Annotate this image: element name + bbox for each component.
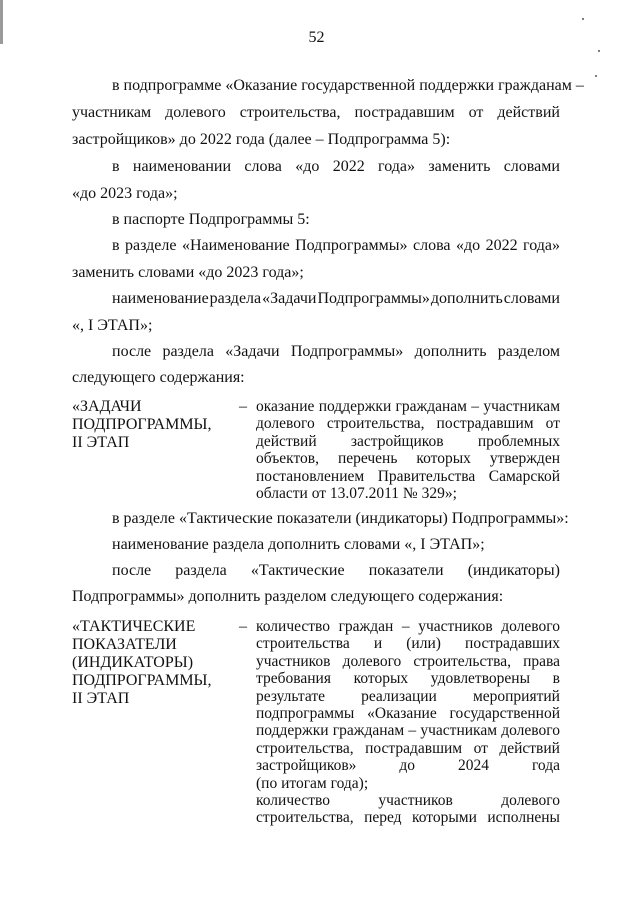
word: слова <box>244 158 282 175</box>
word: – <box>401 618 410 635</box>
word: долевого <box>501 722 560 740</box>
word: реализации <box>361 687 437 705</box>
word: действий <box>497 104 560 121</box>
paragraph-line: Подпрограммы» дополнить разделом следующего содержания: <box>72 588 504 605</box>
word: участников <box>378 792 453 810</box>
word: оказание <box>256 398 315 415</box>
word: заменить <box>428 158 491 175</box>
word: года» <box>378 158 415 175</box>
word: граждан <box>338 618 394 635</box>
word: участникам <box>483 398 560 415</box>
text-line <box>256 740 560 757</box>
paragraph-line-justified <box>72 236 560 256</box>
paragraph-line: заменить словами «до 2023 года»; <box>72 264 304 281</box>
word: (индикаторы) <box>467 562 560 579</box>
paragraph-line: в разделе «Тактические показатели (индикаторы) Подпрограммы»: <box>112 510 569 527</box>
text-line <box>256 792 560 809</box>
scan-speck <box>582 18 584 20</box>
section-text <box>256 618 560 827</box>
label-line: II ЭТАП <box>72 434 130 451</box>
word: раздела <box>175 562 227 579</box>
label-line: ПОДПРОГРАММЫ, <box>72 672 212 689</box>
word: гражданам <box>395 398 467 415</box>
word: застройщиков» <box>256 757 357 775</box>
text-line: области от 13.07.2011 № 329»; <box>256 485 457 503</box>
word: пострадавшим <box>436 415 534 433</box>
word: требования <box>256 670 331 688</box>
text-line <box>256 468 560 485</box>
word: количество <box>256 618 330 635</box>
text-line <box>256 450 560 467</box>
word: в <box>552 670 560 688</box>
word: после <box>112 343 152 360</box>
word: «Наименование <box>181 237 290 254</box>
word: 2022 <box>332 158 365 175</box>
word: «Тактические <box>250 562 345 579</box>
word: года» <box>523 237 560 254</box>
text-line <box>256 722 560 739</box>
paragraph-line: застройщиков» до 2022 года (далее – Подпрограмма 5): <box>72 131 451 148</box>
page-number: 52 <box>308 29 325 46</box>
word: дополнить <box>430 290 503 307</box>
word: участников <box>256 652 331 670</box>
word: результате <box>256 687 325 705</box>
paragraph-line-justified <box>72 157 560 177</box>
word: которыми <box>412 809 477 827</box>
word: показатели <box>368 562 444 579</box>
paragraph-line: следующего содержания: <box>72 369 245 386</box>
word: пострадавшим <box>354 104 455 121</box>
word: словами <box>503 158 560 175</box>
word: – <box>471 398 480 415</box>
label-line: ПОКАЗАТЕЛИ <box>72 636 177 653</box>
word: участникам <box>420 722 498 740</box>
word: от <box>473 739 488 757</box>
word: строительства, <box>239 104 341 121</box>
paragraph-line-justified <box>72 103 560 123</box>
paragraph-line-justified <box>72 289 560 309</box>
word: Подпрограммы» <box>295 237 408 254</box>
word: долевого <box>342 652 402 670</box>
word: раздела <box>162 343 214 360</box>
word: 2024 <box>457 757 489 775</box>
word: и <box>373 635 383 653</box>
word: наименование <box>112 290 209 307</box>
label-line: ПОДПРОГРАММЫ, <box>72 416 212 433</box>
scan-speck <box>598 50 600 52</box>
word: после <box>112 562 152 579</box>
word: которых <box>353 670 409 688</box>
word: (или) <box>406 635 441 653</box>
word: проблемных <box>477 432 560 450</box>
text-line <box>256 635 560 652</box>
word: строительства, <box>326 415 425 433</box>
word: в <box>112 237 120 254</box>
word: строительства, <box>256 809 354 827</box>
word: мероприятий <box>472 687 560 705</box>
word: которых <box>416 450 471 468</box>
text-line <box>256 398 560 415</box>
word: постановлением <box>256 467 365 485</box>
word: от <box>545 415 560 433</box>
word: наименовании <box>132 158 232 175</box>
word: «Задачи <box>262 290 317 307</box>
word: разделе <box>125 237 177 254</box>
word: Подпрограммы» <box>317 290 430 307</box>
word: Подпрограммы» <box>290 343 404 360</box>
paragraph-line: в паспорте Подпрограммы 5: <box>112 211 310 228</box>
word: государственной <box>449 705 560 723</box>
word: строительства, <box>256 739 354 757</box>
word: года <box>531 757 560 775</box>
word: исполнены <box>487 809 560 827</box>
word: строительства <box>256 635 350 653</box>
paragraph-line: «до 2023 года»; <box>72 185 178 202</box>
word: поддержки <box>256 722 329 740</box>
word: участников <box>418 618 493 635</box>
word: – <box>408 722 417 740</box>
word: до <box>399 757 416 775</box>
word: перед <box>364 809 402 827</box>
word: строительства, <box>413 652 511 670</box>
word: действий <box>499 739 560 757</box>
text-line <box>256 705 560 722</box>
word: права <box>523 652 560 670</box>
word: раздела <box>209 290 262 307</box>
label-line: (ИНДИКАТОРЫ) <box>72 654 194 671</box>
word: пострадавших <box>465 635 560 653</box>
word: долевого <box>256 415 315 433</box>
label-line: «ЗАДАЧИ <box>72 398 142 415</box>
word: разделом <box>497 343 560 360</box>
paragraph-line: наименование раздела дополнить словами «, I ЭТАП»; <box>112 536 485 553</box>
section-text <box>256 398 560 502</box>
word: «до <box>455 237 481 254</box>
word: долевого <box>501 618 560 635</box>
word: от <box>468 104 484 121</box>
word: утвержден <box>489 450 560 468</box>
text-line <box>256 618 560 635</box>
text-line <box>256 653 560 670</box>
word: «Задачи <box>225 343 280 360</box>
word: «до <box>295 158 320 175</box>
text-line <box>256 688 560 705</box>
text-line <box>256 415 560 432</box>
word: долевого <box>501 792 560 810</box>
paragraph-line-justified <box>72 561 560 581</box>
word: в <box>112 158 120 175</box>
scan-speck <box>595 75 597 77</box>
word: застройщиков <box>350 432 444 450</box>
word: гражданам <box>332 722 405 740</box>
word: поддержки <box>318 398 392 415</box>
section-label <box>72 398 237 452</box>
word: дополнить <box>414 343 487 360</box>
word: перечень <box>337 450 398 468</box>
word: «Оказание <box>367 705 437 723</box>
word: подпрограммы <box>256 705 355 723</box>
text-line <box>256 433 560 450</box>
word: удовлетворены <box>430 670 531 688</box>
label-line: II ЭТАП <box>72 690 130 707</box>
word: слова <box>413 237 451 254</box>
text-line: (по итогам года); <box>256 774 369 792</box>
word: Самарской <box>488 467 560 485</box>
text-line <box>256 670 560 687</box>
section-dash: – <box>239 618 247 635</box>
word: долевого <box>165 104 226 121</box>
word: пострадавшим <box>365 739 463 757</box>
section-dash: – <box>239 398 247 415</box>
word: действий <box>256 432 317 450</box>
word: количество <box>256 792 330 810</box>
label-line: «ТАКТИЧЕСКИЕ <box>72 618 196 635</box>
word: участникам <box>72 104 152 121</box>
word: объектов, <box>256 450 319 468</box>
word: 2022 <box>485 237 518 254</box>
text-line <box>256 809 560 826</box>
paragraph-line-justified <box>72 342 560 362</box>
section-label <box>72 618 237 708</box>
paragraph-line: в подпрограмме «Оказание государственной поддержки гражданам – <box>112 77 584 94</box>
word: словами <box>503 290 560 307</box>
paragraph-line: «, I ЭТАП»; <box>72 317 153 334</box>
word: Правительства <box>377 467 476 485</box>
text-line <box>256 757 560 774</box>
